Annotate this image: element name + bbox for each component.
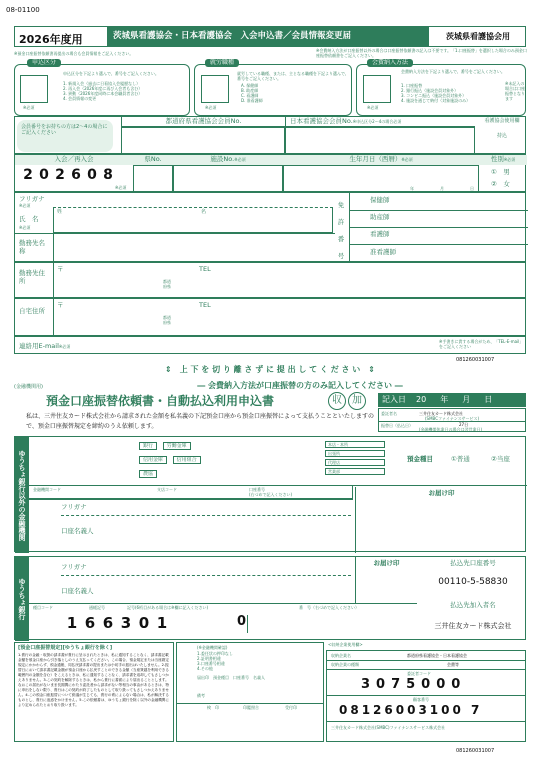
facility-no-input[interactable]	[173, 165, 283, 193]
email-section: 連絡用E-mail※必須 ※手書きに貴する場合がため、「TEL-E-mail」をご記入ください	[14, 336, 526, 354]
workplace-name-input[interactable]	[53, 233, 333, 263]
application-input[interactable]	[20, 75, 48, 103]
debit-subtitle: ― 会費納入方法が口座振替の方のみ記入してください ―	[197, 381, 403, 390]
pref-no-input[interactable]	[133, 165, 173, 193]
workplace-name-label: 勤務先名称	[19, 239, 45, 255]
join-date-digits: 2 0 2 6 0 8	[23, 167, 115, 183]
form-title: 茨城県看護協会・日本看護協会 入会申込書／会員情報変更届	[107, 27, 429, 46]
workplace-address-section: 勤務先住所 〒 TEL 都道 府県	[14, 262, 526, 298]
top-note-left: ※預金口座振替依頼書再提出の場合も会員情報をご記入ください。	[14, 51, 134, 56]
gender-male[interactable]: ① 男	[491, 168, 510, 176]
home-address-input[interactable]	[53, 299, 527, 337]
consignor-box: 委託者名 三井住友カード株式会社 (SMBCファイナンスサービス) 振替日（払込日） 27日 (金融機関休業日の場合は翌営業日)	[378, 408, 526, 432]
email-label: 連絡用E-mail※必須	[19, 342, 71, 350]
yucho-side-label: ゆうちょ銀行	[15, 557, 29, 641]
pref-member-input[interactable]	[121, 127, 285, 155]
jna-member-label: 日本看護協会会員No.※申込区分2～4の場合必須	[285, 117, 475, 127]
yucho-number-input[interactable]	[247, 615, 417, 633]
branch-types: 本店・本所 出張所 代理店 営業部	[325, 441, 385, 475]
payment-section: 会費納入方法 ※必須 会費納入方法を下記より選んで、番号をご記入ください。 1. 口座振替 2. 銀行振込（施設会員対象外） 3. コンビニ振込（施設会員対象外） 4. 施設を通じて納付（対象施設のみ） ※未記入の場合は口座振替となります	[356, 64, 526, 116]
workplace-address-label: 勤務先住所	[19, 269, 45, 285]
bank-section: ゆうちょ銀行以外の金融機関 銀行 労働金庫 信用金庫 信用組合 農協 本店・本所 出張所 代理店 営業部 預金種目 ①普通 ②当座 金融機関コード 支店コード 口座番号 (右づめで記入ください) フリガナ 口座名義人 お届け印	[14, 436, 526, 552]
bank-side-label: ゆうちょ銀行以外の金融機関	[15, 437, 29, 553]
payment-note: 会費納入方法を下記より選んで、番号をご記入ください。	[401, 69, 505, 74]
facility-no-label: 施設No.※必須	[173, 155, 283, 165]
pref-no-label: 県No.	[133, 155, 173, 165]
application-section: 申込区分 ※必須 申込区分を下記より選んで、番号をご記入ください。 1. 新規入会（過去に日看協入会履歴なし） 2. 再入会（2026年度に再び入会者も含む） 3. 異動（2026年度同時に本会職員者含む） 4. 会員情報の変更	[14, 64, 190, 116]
occupation-input[interactable]	[201, 75, 229, 103]
yucho-section: ゆうちょ銀行 フリガナ 口座名義人 お届け印 種目コード 通帳記号 記号(6桁目がある場合は※欄に記入ください) 番 号（右づめで記入ください） 1 6 6 3 0 1 0 払込先口座番号 00110-5-58830 払込先加入者名 三井住友カード株式会社	[14, 556, 526, 640]
yucho-holder-input[interactable]	[29, 557, 353, 603]
occupation-note: 就労している職種、または、主となる職種を下記より選んで、番号をご記入ください。	[237, 71, 349, 81]
name-label: 氏 名	[19, 215, 39, 223]
birthdate-label: 生年月日（西暦）※必須	[283, 155, 479, 165]
stamp-icon-2: 加	[348, 392, 366, 410]
top-note-right: ※会費納入方法が口座振替以外の場合は口座振替依頼書の記入は不要です。「1.口座振替」を選択した場合のみ預金口座振替依頼書をご記入ください。	[316, 48, 527, 58]
occupation-options: A. 保健師 B. 助産師 C. 看護師 D. 准看護師	[241, 83, 263, 103]
yucho-code-digits[interactable]: 1 6 6 3 0 1	[66, 614, 168, 632]
member-no-side-note: 会員番号をお持ちの方は2～4の場合にご記入ください	[17, 120, 113, 152]
name-section: フリガナ ※必須 姓 名 氏 名 ※必須 勤務先名称 免許番号 保健師 助産師 看護師 准看護師	[14, 192, 526, 262]
customer-no: 08126003100 7	[339, 703, 483, 717]
deposit-current[interactable]: ②当座	[491, 455, 510, 463]
application-title: 申込区分	[27, 59, 61, 67]
payment-input[interactable]	[363, 75, 391, 103]
birthdate-input[interactable]: 年 月 日	[283, 165, 479, 193]
email-input[interactable]	[97, 337, 437, 353]
bank-holder-input[interactable]	[29, 499, 353, 553]
form-code: 08-01100	[6, 6, 40, 14]
payee-no: 00110-5-58830	[438, 577, 508, 587]
cut-line: ⇕ 上 下 を 切 り 離 さ ず に 提 出 し て く だ さ い ⇕	[165, 365, 375, 374]
date-entry[interactable]: 記入日 20 年 月 日	[378, 393, 526, 407]
name-input[interactable]	[53, 207, 333, 233]
gender-label: 性別※必須	[479, 155, 527, 165]
deposit-normal[interactable]: ①普通	[451, 455, 470, 463]
member-no-section	[14, 116, 526, 154]
application-note: 申込区分を下記より選んで、番号をご記入ください。	[63, 71, 159, 76]
application-options: 1. 新規入会（過去に日看協入会履歴なし） 2. 再入会（2026年度に再び入会者も含む） 3. 異動（2026年度同時に本会職員者含む） 4. 会員情報の変更	[63, 81, 143, 101]
payment-options: 1. 口座振替 2. 銀行振込（施設会員対象外） 3. コンビニ振込（施設会員対象外） 4. 施設を通じて納付（対象施設のみ）	[401, 83, 471, 103]
association-badge: 茨城県看護協会用	[446, 32, 510, 41]
occupation-section: 就労職種 ※必須 就労している職種、または、主となる職種を下記より選んで、番号をご記入ください。 A. 保健師 B. 助産師 C. 看護師 D. 准看護師	[194, 64, 352, 116]
license-label: 免許番号	[337, 201, 345, 260]
consign-code: 3075000	[361, 677, 467, 692]
receipt-section: <収納企業使用欄> 収納企業名 都道府県看護協会・日本看護協会 収納企業の種類 会費等 委託者コード 3075000 顧客番号 08126003100 7 三井住友カード株式会社(SMBC)ファイナンスサービス株式会社	[326, 642, 526, 742]
form-year: 2026年度用	[19, 33, 83, 46]
gender-female[interactable]: ② 女	[491, 180, 510, 188]
join-date-label: 入会／再入会	[15, 155, 133, 165]
license-table: 保健師 助産師 看護師 准看護師	[349, 193, 527, 263]
payee-name: 三井住友カード株式会社	[434, 622, 512, 630]
member-id-value: 持込	[496, 133, 507, 139]
debit-rules: [預金口座振替規定][ゆうちょ銀行を除く] 1.貴行の金融・取扱の請求書が貴行に呈示されたときは、私に通知することなく、請求書記載金額を預金口座から引き落としのうえ支払ってください。この場合、預金規定または当座勘定規定にかかわらず、預金通帳、同払戻請求書の提出または小切手の振出はいたしません。2.振替日において請求書記載金額が預金口座から払戻すことのできる金額（当座貸越を利用できる範囲内の金額を含む）をこえるときは、私に通知することなく、請求書を返却してもさしつかえありません。3.この契約を解除するときは、私から貴行に書面により届出ることとします。なおこの届出がないまま長期間にわたり委託者から請求がない等相当の事由があるときは、特に申出をしない限り、貴行はこの契約が終了したものとして取り扱ってもさしつかえありません。4.この預金口座振替について紛議が生じても、貴行の責によらない場合は、私が解決するものとし、貴行に迷惑をかけません。5.この依頼書は、ゆうちょ銀行を除く以外の金融機関により定められたとおり取り扱います。	[14, 642, 174, 742]
home-address-section: 自宅住所 〒 TEL 都道 府県	[14, 298, 526, 336]
furigana-label: フリガナ	[19, 195, 45, 203]
bank-use-section: (※金融機関確認) 1.委任状の押印なし 2.証明書相違 3.口座番号相違 4.その他 届出印 預金種目 口座番号 名義人 備考 検 印 印鑑照合 受付印	[176, 642, 324, 742]
workplace-address-input[interactable]	[53, 263, 527, 299]
stamp-icon: 収	[328, 392, 346, 410]
serial-bottom: 081260031007	[456, 748, 495, 754]
debit-intro: 私は、三井住友カード株式会社から請求された金額を私名義の下記預金口座から預金口座振替によって支払うことといたしますので、預金口座振替規定を締約のうえ依頼します。	[26, 413, 375, 430]
debit-title: 預金口座振替依頼書・自動払込利用申込書	[46, 394, 275, 408]
header-bar	[14, 26, 526, 47]
occupation-title: 就労職種	[205, 59, 239, 67]
home-address-label: 自宅住所	[19, 307, 45, 315]
bank-seal[interactable]: お届け印	[355, 487, 527, 553]
jna-member-input[interactable]	[285, 127, 475, 155]
join-row: 入会／再入会 2 0 2 6 0 8 ※必須 県No. 施設No.※必須 生年月日（西暦）※必須 年 月 日 性別※必須 ① 男 ② 女	[14, 154, 526, 192]
member-id-title: 看護協会使用欄	[484, 118, 520, 124]
deposit-label: 預金種目	[407, 455, 433, 463]
yucho-seal[interactable]: お届け印	[355, 557, 417, 603]
payment-title: 会費納入方法	[367, 59, 413, 67]
serial-top: 081260031007	[456, 357, 495, 363]
debit-rules-body: 1.貴行の金融・取扱の請求書が貴行に呈示されたときは、私に通知することなく、請求書記載金額を預金口座から引き落としのうえ支払ってください。この場合、預金規定または当座勘定規定にかかわらず、預金通帳、同払戻請求書の提出または小切手の振出はいたしません。2.振替日において請求書記載金額が預金口座から払戻すことのできる金額（当座貸越を利用できる範囲内の金額を含む）をこえるときは、私に通知することなく、請求書を返却してもさしつかえありません。3.この契約を解除するときは、私から貴行に書面により届出ることとします。なおこの届出がないまま長期間にわたり委託者から請求がない等相当の事由があるときは、特に申出をしない限り、貴行はこの契約が終了したものとして取り扱ってもさしつかえありません。4.この預金口座振替について紛議が生じても、貴行の責によらない場合は、私が解決するものとし、貴行に迷惑をかけません。5.この依頼書は、ゆうちょ銀行を除く以外の金融機関により定められたとおり取り扱います。	[18, 653, 169, 707]
account-code-input[interactable]	[29, 485, 353, 499]
pref-member-label: 都道府県看護協会会員No.	[121, 117, 285, 127]
